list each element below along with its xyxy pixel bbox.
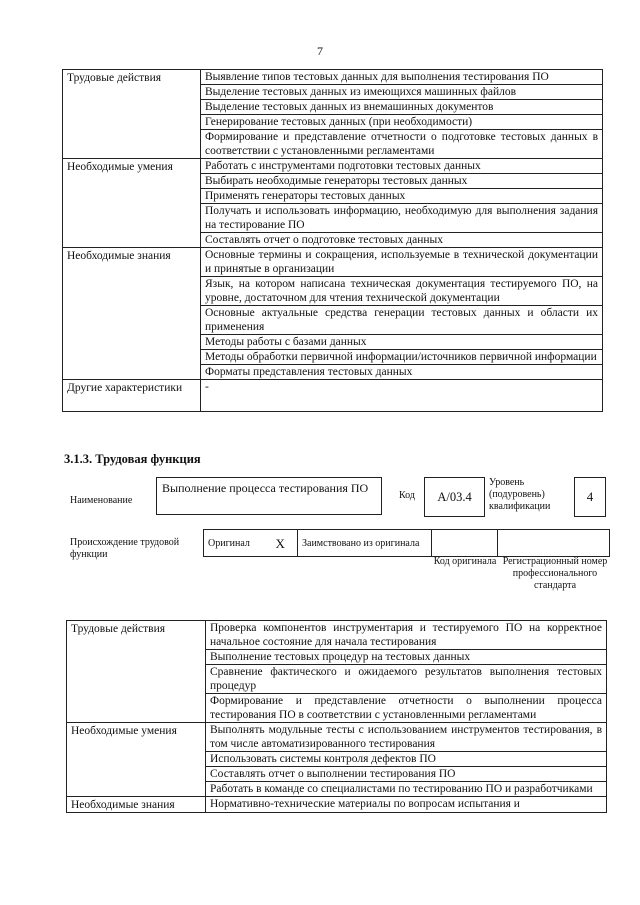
original-mark: X bbox=[264, 530, 298, 557]
original-label: Оригинал bbox=[204, 530, 264, 557]
item-cell: Основные термины и сокращения, используемые в технической документации и принятые в организации bbox=[201, 248, 603, 277]
competency-table-1 bbox=[62, 69, 603, 412]
level-value-box: 4 bbox=[574, 477, 606, 517]
item-cell: Составлять отчет о подготовке тестовых данных bbox=[201, 233, 603, 248]
code-value-box: A/03.4 bbox=[424, 477, 485, 517]
table-row bbox=[63, 380, 603, 412]
section-title: 3.1.3. Трудовая функция bbox=[64, 452, 201, 466]
item-cell: Выполнение тестовых процедур на тестовых данных bbox=[206, 650, 607, 665]
item-cell: Формирование и представление отчетности о подготовке тестовых данных в соответствии с установленными регламентами bbox=[201, 130, 603, 159]
category-cell: Необходимые умения bbox=[63, 159, 201, 248]
item-cell: Выявление типов тестовых данных для выполнения тестирования ПО bbox=[201, 70, 603, 85]
name-value-box: Выполнение процесса тестирования ПО bbox=[156, 477, 382, 515]
item-cell: Форматы представления тестовых данных bbox=[201, 365, 603, 380]
table-row bbox=[67, 621, 607, 650]
item-cell: Сравнение фактического и ожидаемого результатов выполнения тестовых процедур bbox=[206, 665, 607, 694]
origin-table bbox=[203, 529, 610, 557]
item-cell: Выделение тестовых данных из имеющихся машинных файлов bbox=[201, 85, 603, 100]
table-row bbox=[63, 70, 603, 85]
item-cell: Основные актуальные средства генерации тестовых данных и области их применения bbox=[201, 306, 603, 335]
item-cell: Язык, на котором написана техническая документация тестируемого ПО, на уровне, достаточном для чтения технической документации bbox=[201, 277, 603, 306]
category-cell: Необходимые умения bbox=[67, 723, 206, 797]
borrowed-label: Заимствовано из оригинала bbox=[298, 530, 432, 557]
table-row bbox=[67, 723, 607, 752]
category-cell: Необходимые знания bbox=[67, 797, 206, 813]
item-cell: Методы работы с базами данных bbox=[201, 335, 603, 350]
table-row bbox=[63, 159, 603, 174]
table-row bbox=[204, 530, 610, 557]
item-cell: Выбирать необходимые генераторы тестовых данных bbox=[201, 174, 603, 189]
origin-label: Происхождение трудовой функции bbox=[70, 537, 180, 560]
item-cell: Генерирование тестовых данных (при необходимости) bbox=[201, 115, 603, 130]
original-code-cell bbox=[432, 530, 498, 557]
category-cell: Трудовые действия bbox=[67, 621, 206, 723]
item-cell: Работать с инструментами подготовки тестовых данных bbox=[201, 159, 603, 174]
category-cell: Трудовые действия bbox=[63, 70, 201, 159]
item-cell: Нормативно-технические материалы по вопросам испытания и bbox=[206, 797, 607, 813]
code-label: Код bbox=[399, 490, 415, 501]
item-cell: Выделение тестовых данных из внемашинных документов bbox=[201, 100, 603, 115]
category-cell: Другие характеристики bbox=[63, 380, 201, 412]
item-cell: - bbox=[201, 380, 603, 412]
table-row bbox=[67, 797, 607, 813]
competency-table-2 bbox=[66, 620, 607, 813]
table-row bbox=[63, 248, 603, 277]
reg-number-caption: Регистрационный номер профессионального стандарта bbox=[502, 556, 608, 591]
item-cell: Методы обработки первичной информации/источников первичной информации bbox=[201, 350, 603, 365]
category-cell: Необходимые знания bbox=[63, 248, 201, 380]
item-cell: Проверка компонентов инструментария и тестируемого ПО на корректное начальное состояние для начала тестирования bbox=[206, 621, 607, 650]
reg-number-cell bbox=[498, 530, 610, 557]
name-label: Наименование bbox=[70, 495, 133, 506]
item-cell: Применять генераторы тестовых данных bbox=[201, 189, 603, 204]
item-cell: Выполнять модульные тесты с использованием инструментов тестирования, в том числе автоматизированного тестирования bbox=[206, 723, 607, 752]
page-number: 7 bbox=[317, 44, 323, 58]
item-cell: Работать в команде со специалистами по тестированию ПО и разработчиками bbox=[206, 782, 607, 797]
item-cell: Использовать системы контроля дефектов ПО bbox=[206, 752, 607, 767]
level-label: Уровень (подуровень) квалификации bbox=[489, 477, 551, 512]
item-cell: Формирование и представление отчетности о выполнении процесса тестирования ПО в соответствии с установленными регламентами bbox=[206, 694, 607, 723]
item-cell: Составлять отчет о выполнении тестирования ПО bbox=[206, 767, 607, 782]
item-cell: Получать и использовать информацию, необходимую для выполнения задания на тестирование ПО bbox=[201, 204, 603, 233]
original-code-caption: Код оригинала bbox=[433, 556, 497, 567]
